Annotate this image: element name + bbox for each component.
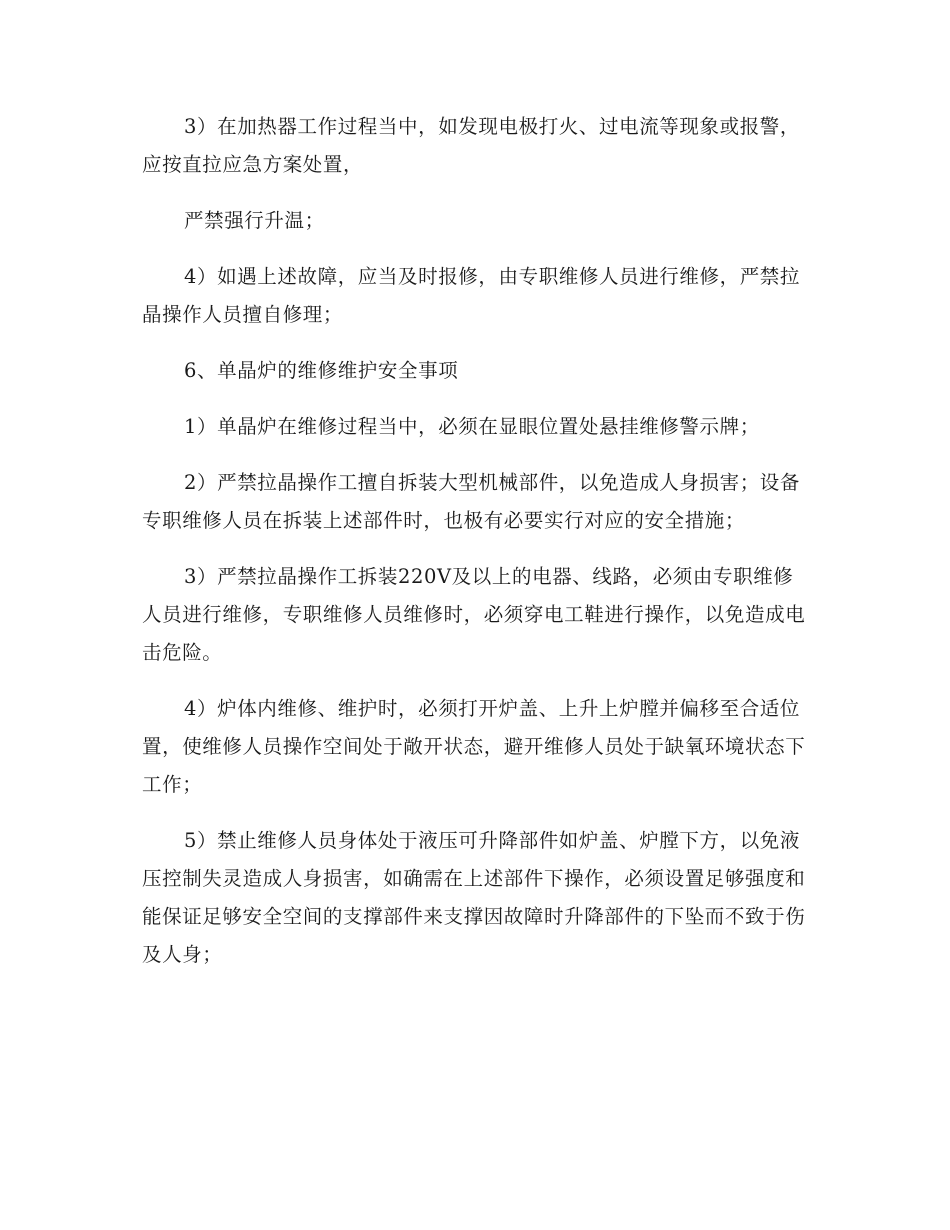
paragraph-furnace-interior: 4）炉体内维修、维护时，必须打开炉盖、上升上炉膛并偏移至合适位置，使维修人员操作空间处于敞开状态，避开维修人员处于缺氧环境状态下工作； (142, 697, 806, 796)
paragraph-electrical-work: 3）严禁拉晶操作工拆装220V及以上的电器、线路，必须由专职维修人员进行维修，专职维修人员维修时，必须穿电工鞋进行操作，以免造成电击危险。 (142, 565, 806, 664)
paragraph-warning-sign: 1）单晶炉在维修过程当中，必须在显眼位置处悬挂维修警示牌； (184, 415, 760, 438)
paragraph-mechanical-parts: 2）严禁拉晶操作工擅自拆装大型机械部件，以免造成人身损害；设备专职维修人员在拆装上述部件时，也极有必要实行对应的安全措施； (142, 471, 801, 532)
paragraph-no-forced-heating: 严禁强行升温； (184, 209, 325, 232)
section-heading-maintenance-safety: 6、单晶炉的维修维护安全事项 (184, 359, 459, 382)
document-body (142, 108, 810, 992)
paragraph-heater-fault: 3）在加热器工作过程当中，如发现电极打火、过电流等现象或报警，应按直拉应急方案处置， (142, 115, 801, 176)
paragraph-hydraulic-safety: 5）禁止维修人员身体处于液压可升降部件如炉盖、炉膛下方，以免液压控制失灵造成人身损害，如确需在上述部件下操作，必须设置足够强度和能保证足够安全空间的支撑部件来支撑因故障时升降部件的下坠而不致于伤及人身； (142, 829, 806, 966)
paragraph-report-repair: 4）如遇上述故障，应当及时报修，由专职维修人员进行维修，严禁拉晶操作人员擅自修理； (142, 265, 801, 326)
